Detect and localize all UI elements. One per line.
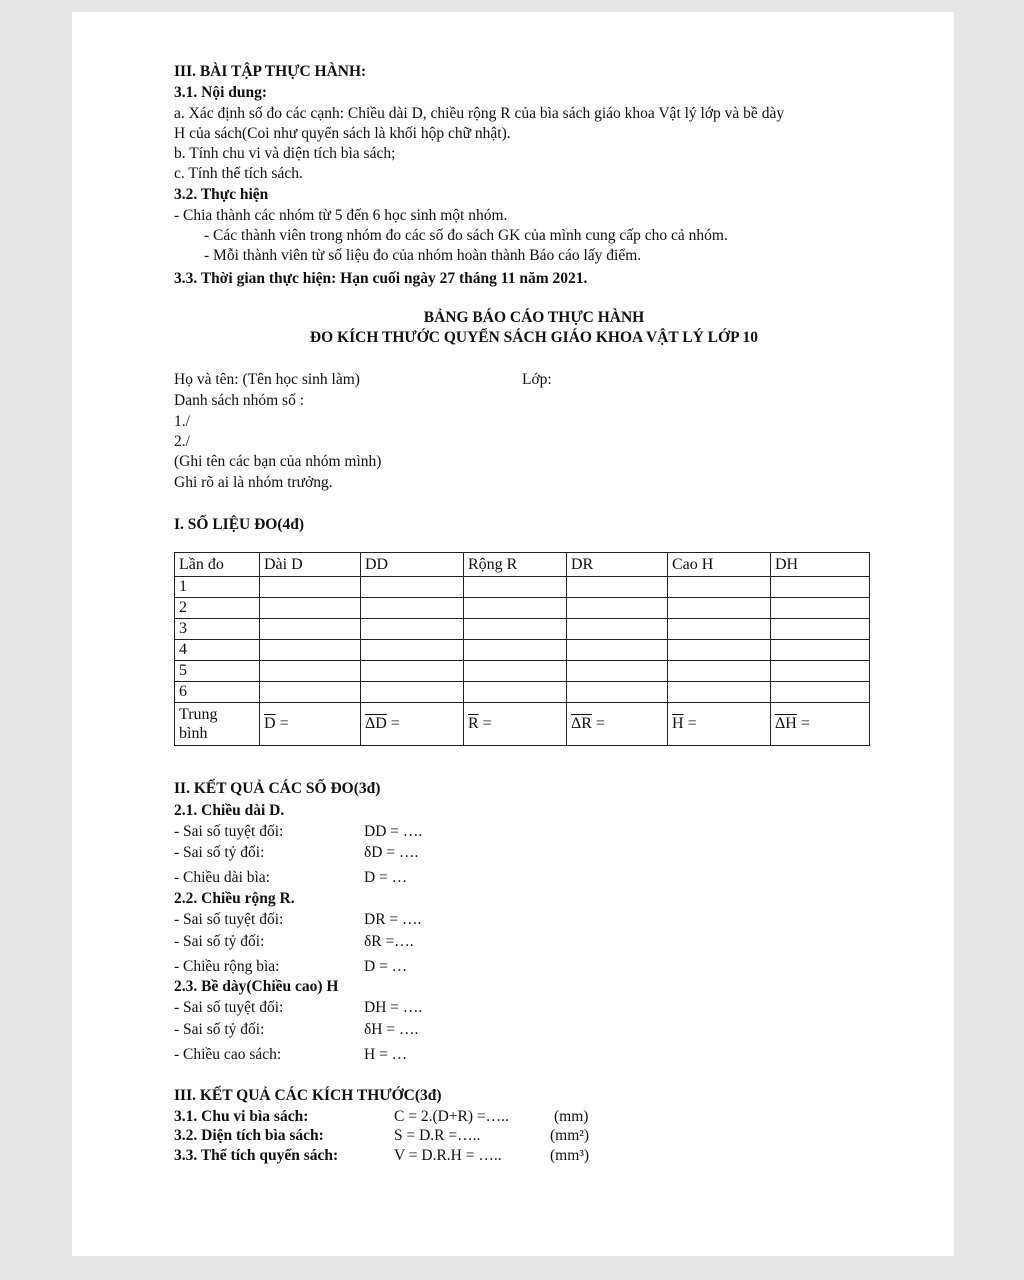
step-3: - Mỗi thành viên từ số liệu đo của nhóm hoàn thành Báo cáo lấy điểm. bbox=[204, 247, 642, 264]
average-cell[interactable] bbox=[567, 703, 668, 746]
table-cell[interactable] bbox=[260, 598, 361, 619]
table-cell[interactable] bbox=[567, 640, 668, 661]
result-value: δH = …. bbox=[364, 1021, 419, 1038]
avg-symbol: $\overline{H}$ bbox=[672, 715, 684, 732]
result-label: 3.3. Thể tích quyển sách: bbox=[174, 1147, 339, 1164]
table-cell[interactable] bbox=[668, 598, 771, 619]
table-cell[interactable] bbox=[771, 682, 870, 703]
table-cell[interactable] bbox=[668, 577, 771, 598]
table-row bbox=[175, 640, 870, 661]
subsection-title: 3.1. Nội dung: bbox=[174, 84, 268, 101]
table-cell[interactable] bbox=[771, 598, 870, 619]
note-2: Ghi rõ ai là nhóm trưởng. bbox=[174, 474, 333, 491]
table-header: Lần đo bbox=[175, 553, 260, 577]
table-cell[interactable] bbox=[464, 640, 567, 661]
unit: (mm²) bbox=[550, 1127, 590, 1144]
equals-sign: = bbox=[687, 715, 697, 732]
formula: C = 2.(D+R) =….. bbox=[394, 1108, 509, 1125]
avg-symbol: $\overline{\Delta D}$ bbox=[365, 715, 387, 732]
table-row bbox=[175, 682, 870, 703]
result-label: - Sai số tuyệt đối: bbox=[174, 911, 284, 928]
item-a-line1: a. Xác định số đo các cạnh: Chiều dài D, chiều rộng R của bìa sách giáo khoa Vật lý lớp và bề dày bbox=[174, 105, 785, 122]
row-number: 5 bbox=[175, 661, 260, 682]
average-cell[interactable] bbox=[361, 703, 464, 746]
avg-symbol: $\overline{R}$ bbox=[468, 715, 479, 732]
part2-heading: II. KẾT QUẢ CÁC SỐ ĐO(3đ) bbox=[174, 780, 381, 797]
table-cell[interactable] bbox=[260, 682, 361, 703]
avg-symbol: $\overline{\Delta H}$ bbox=[775, 715, 797, 732]
table-row bbox=[175, 598, 870, 619]
table-cell[interactable] bbox=[361, 682, 464, 703]
table-cell[interactable] bbox=[567, 577, 668, 598]
class-label: Lớp: bbox=[522, 371, 552, 388]
table-row bbox=[175, 577, 870, 598]
table-cell[interactable] bbox=[464, 682, 567, 703]
report-title: BẢNG BÁO CÁO THỰC HÀNH bbox=[423, 309, 645, 326]
average-cell[interactable] bbox=[771, 703, 870, 746]
table-cell[interactable] bbox=[361, 598, 464, 619]
result-row bbox=[174, 1126, 590, 1146]
row-number: 3 bbox=[175, 619, 260, 640]
table-cell[interactable] bbox=[260, 619, 361, 640]
measurement-table bbox=[174, 552, 870, 746]
table-cell[interactable] bbox=[260, 661, 361, 682]
table-header: DD bbox=[361, 553, 464, 577]
result-row bbox=[174, 843, 419, 863]
table-cell[interactable] bbox=[771, 661, 870, 682]
step-1: - Chia thành các nhóm từ 5 đến 6 học sinh một nhóm. bbox=[174, 207, 508, 224]
result-label: - Sai số tỷ đối: bbox=[174, 844, 265, 861]
row-number: 1 bbox=[175, 577, 260, 598]
table-header-row bbox=[175, 553, 870, 577]
part3-heading: III. KẾT QUẢ CÁC KÍCH THƯỚC(3đ) bbox=[174, 1087, 442, 1104]
average-label-line1: Trung bbox=[179, 706, 218, 723]
equals-sign: = bbox=[279, 715, 289, 732]
result-label: - Sai số tỷ đối: bbox=[174, 933, 265, 950]
equals-sign: = bbox=[390, 715, 400, 732]
equals-sign: = bbox=[595, 715, 605, 732]
table-header: Rộng R bbox=[464, 553, 567, 577]
result-value: δR =…. bbox=[364, 933, 414, 950]
group-label: Danh sách nhóm số : bbox=[174, 392, 305, 409]
average-label-line2: bình bbox=[179, 725, 208, 742]
result-value: DD = …. bbox=[364, 823, 423, 840]
table-cell[interactable] bbox=[567, 619, 668, 640]
result-row bbox=[174, 1146, 590, 1166]
note-1: (Ghi tên các bạn của nhóm mình) bbox=[174, 453, 382, 470]
table-cell[interactable] bbox=[771, 619, 870, 640]
average-cell[interactable] bbox=[260, 703, 361, 746]
table-cell[interactable] bbox=[771, 577, 870, 598]
result-label: 3.2. Diện tích bìa sách: bbox=[174, 1127, 324, 1144]
table-cell[interactable] bbox=[464, 619, 567, 640]
table-row bbox=[175, 661, 870, 682]
item-c: c. Tính thể tích sách. bbox=[174, 165, 303, 182]
result-value: δD = …. bbox=[364, 844, 419, 861]
name-label: Họ và tên: (Tên học sinh làm) bbox=[174, 371, 360, 388]
table-header: Dài D bbox=[260, 553, 361, 577]
table-cell[interactable] bbox=[771, 640, 870, 661]
member-1: 1./ bbox=[174, 413, 190, 430]
result-label: - Chiều dài bìa: bbox=[174, 869, 270, 886]
result-value: D = … bbox=[364, 869, 408, 886]
report-subtitle: ĐO KÍCH THƯỚC QUYỂN SÁCH GIÁO KHOA VẬT LÝ LỚP 10 bbox=[309, 329, 759, 346]
result-row bbox=[174, 1020, 419, 1040]
section-heading: III. BÀI TẬP THỰC HÀNH: bbox=[174, 63, 367, 80]
table-cell[interactable] bbox=[567, 598, 668, 619]
table-row bbox=[175, 619, 870, 640]
result-row bbox=[174, 868, 408, 888]
result-label: - Chiều cao sách: bbox=[174, 1046, 282, 1063]
table-cell[interactable] bbox=[668, 661, 771, 682]
table-cell[interactable] bbox=[464, 661, 567, 682]
table-cell[interactable] bbox=[464, 598, 567, 619]
subsection-title: 2.3. Bề dày(Chiều cao) H bbox=[174, 978, 339, 995]
item-b: b. Tính chu vi và diện tích bìa sách; bbox=[174, 145, 396, 162]
result-row bbox=[174, 998, 423, 1018]
result-label: - Sai số tuyệt đối: bbox=[174, 999, 284, 1016]
result-value: D = … bbox=[364, 958, 408, 975]
result-row bbox=[174, 932, 414, 952]
table-cell[interactable] bbox=[668, 682, 771, 703]
unit: (mm³) bbox=[550, 1147, 590, 1164]
table-cell[interactable] bbox=[464, 577, 567, 598]
avg-symbol: $\overline{D}$ bbox=[264, 715, 276, 732]
average-label bbox=[175, 703, 260, 746]
table-cell[interactable] bbox=[567, 661, 668, 682]
subsection-title: 3.2. Thực hiện bbox=[174, 186, 269, 203]
result-label: - Sai số tỷ đối: bbox=[174, 1021, 265, 1038]
result-label: - Chiều rộng bìa: bbox=[174, 958, 280, 975]
table-cell[interactable] bbox=[260, 577, 361, 598]
result-row bbox=[174, 957, 408, 977]
average-cell[interactable] bbox=[668, 703, 771, 746]
result-value: DR = …. bbox=[364, 911, 422, 928]
item-a-line2: H của sách(Coi như quyển sách là khối hộp chữ nhật). bbox=[174, 125, 511, 142]
result-value: DH = …. bbox=[364, 999, 423, 1016]
table-header: DH bbox=[771, 553, 870, 577]
row-number: 6 bbox=[175, 682, 260, 703]
document-page bbox=[72, 12, 954, 1256]
result-row bbox=[174, 1107, 589, 1127]
row-number: 4 bbox=[175, 640, 260, 661]
table-cell[interactable] bbox=[668, 640, 771, 661]
table-header: Cao H bbox=[668, 553, 771, 577]
table-average-row bbox=[175, 703, 870, 746]
table-header: DR bbox=[567, 553, 668, 577]
result-label: 3.1. Chu vi bìa sách: bbox=[174, 1108, 309, 1125]
result-row bbox=[174, 1045, 408, 1065]
subsection-title: 2.1. Chiều dài D. bbox=[174, 802, 285, 819]
deadline: 3.3. Thời gian thực hiện: Hạn cuối ngày 27 tháng 11 năm 2021. bbox=[174, 270, 588, 287]
avg-symbol: $\overline{\Delta R}$ bbox=[571, 715, 592, 732]
result-row bbox=[174, 822, 423, 842]
formula: V = D.R.H = ….. bbox=[394, 1147, 502, 1164]
table-cell[interactable] bbox=[361, 619, 464, 640]
table-cell[interactable] bbox=[260, 640, 361, 661]
average-cell[interactable] bbox=[464, 703, 567, 746]
row-number: 2 bbox=[175, 598, 260, 619]
part1-heading: I. SỐ LIỆU ĐO(4đ) bbox=[174, 516, 305, 533]
table-cell[interactable] bbox=[361, 577, 464, 598]
table-cell[interactable] bbox=[361, 640, 464, 661]
table-cell[interactable] bbox=[361, 661, 464, 682]
equals-sign: = bbox=[482, 715, 492, 732]
table-cell[interactable] bbox=[567, 682, 668, 703]
unit: (mm) bbox=[554, 1108, 589, 1125]
equals-sign: = bbox=[800, 715, 810, 732]
result-row bbox=[174, 910, 422, 930]
formula: S = D.R =….. bbox=[394, 1127, 481, 1144]
table-cell[interactable] bbox=[668, 619, 771, 640]
subsection-title: 2.2. Chiều rộng R. bbox=[174, 890, 295, 907]
member-2: 2./ bbox=[174, 433, 190, 450]
result-value: H = … bbox=[364, 1046, 408, 1063]
step-2: - Các thành viên trong nhóm đo các số đo sách GK của mình cung cấp cho cả nhóm. bbox=[204, 227, 728, 244]
result-label: - Sai số tuyệt đối: bbox=[174, 823, 284, 840]
